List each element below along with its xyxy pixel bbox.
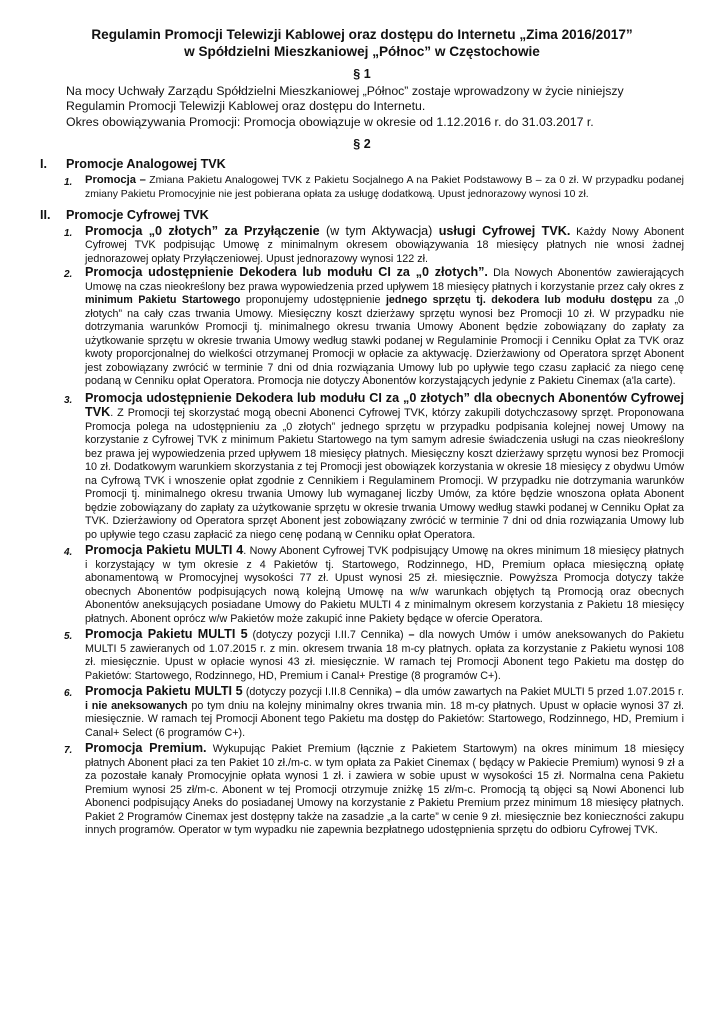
item-lead: Promocja –	[85, 174, 146, 187]
group-heading-analog	[40, 156, 684, 172]
list-item	[64, 392, 684, 543]
group-heading-digital	[40, 207, 684, 223]
item-bold: minimum Pakietu Startowego	[85, 294, 241, 307]
list-item	[64, 628, 684, 683]
item-bold: i nie aneksowanych	[85, 699, 188, 712]
group-title: Promocje Cyfrowej TVK	[66, 207, 209, 222]
item-text: Dla Nowych Abonentów zawierających Umowę na czas nieokreślony bez prawa wypowiedzenia przed upływem 18 miesięcy płatnych i korzystanie przez cały okres z	[85, 267, 684, 293]
item-number: 7.	[64, 745, 73, 757]
item-body	[85, 685, 684, 740]
list-item	[64, 742, 684, 838]
group-title: Promocje Analogowej TVK	[66, 157, 226, 172]
item-mid: (w tym Aktywacja)	[319, 223, 439, 238]
list-item	[64, 685, 684, 740]
item-text: za „0 złotych” na cały czas trwania Umowy. Miesięczny koszt dzierżawy sprzętu wynosi bez Promocji 10 zł. W przypadku nie dotrzymania warunków Promocji tj. minimalnego okresu trwania Umowy Abonent będzie zobowiązany do zapłaty za użytkowanie sprzętu w okresie trwania Umowy według stawki podanej w Regulaminie Promocji i Cenniku Opłat za TVK oraz kwoty proporcjonalnej do wielkości otrzymanej Promocji w opłacie za aktywację. Dzierżawiony od Operatora sprzęt Abonent jest zobowiązany zwrócić w terminie 7 dni od dnia rozwiązania Umowy lub po upływie tego czasu zapłacić za niego cenę podaną w Cenniku opłat Operatora. Promocja nie dotyczy Abonentów korzystających jedynie z Pakietu Cinemax (a'la carte).	[85, 294, 685, 388]
title-line-1: Regulamin Promocji Telewizji Kablowej oraz dostępu do Internetu „Zima 2016/2017”	[91, 27, 633, 42]
item-number: 5.	[64, 631, 73, 643]
item-number: 1.	[64, 227, 73, 239]
group-numeral: II.	[40, 207, 51, 222]
section-1-period: Okres obowiązywania Promocji: Promocja obowiązuje w okresie od 1.12.2016 r. do 31.03.2017 r.	[66, 114, 594, 129]
list-item	[64, 174, 684, 201]
list-item	[64, 266, 684, 389]
item-body	[85, 225, 684, 267]
item-lead: Promocja Pakietu MULTI 4	[85, 543, 244, 558]
item-lead: Promocja udostępnienie Dekodera lub modułu CI za „0 złotych”.	[85, 265, 488, 280]
list-item	[64, 225, 684, 267]
item-dash: –	[395, 686, 402, 699]
item-dash: –	[408, 629, 415, 642]
list-item	[64, 544, 684, 626]
document-title	[40, 26, 684, 60]
item-lead: Promocja Pakietu MULTI 5	[85, 684, 243, 699]
item-lead: Promocja „0 złotych” za Przyłączenie	[85, 223, 320, 238]
item-bold: jednego sprzętu tj. dekodera lub modułu dostępu	[385, 294, 653, 307]
section-1-mark: § 1	[353, 67, 371, 81]
item-lead: Promocja Premium.	[85, 741, 207, 756]
section-2-mark: § 2	[353, 137, 371, 152]
item-number: 4.	[64, 547, 73, 559]
group-numeral: I.	[40, 157, 47, 172]
item-lead: Promocja Pakietu MULTI 5	[85, 627, 248, 642]
item-text: dla umów zawartych na Pakiet MULTI 5 przed 1.07.2015 r.	[401, 686, 685, 699]
item-body	[85, 392, 684, 543]
item-body	[85, 742, 684, 838]
item-body	[85, 174, 684, 201]
item-mid: (dotyczy pozycji I.II.8 Cennika)	[242, 686, 396, 699]
item-number: 2.	[64, 269, 73, 281]
item-body	[85, 266, 684, 389]
item-lead: Promocja udostępnienie Dekodera lub modułu CI za „0 złotych” dla obecnych Abonentów Cyfrowej TVK	[85, 390, 684, 420]
item-text: Każdy Nowy Abonent Cyfrowej TVK podpisując Umowę z minimalnym okresem obowiązywania 18 miesięcy płatnych nie wnosi żadnej jednorazowej opłaty Przyłączeniowej. Upust jednorazowy wynosi 122 zł.	[85, 225, 684, 265]
item-lead-2: usługi Cyfrowej TVK.	[438, 223, 571, 238]
item-body	[85, 628, 684, 683]
item-number: 1.	[64, 177, 73, 189]
item-text: dla nowych Umów i umów aneksowanych do Pakietu MULTI 5 zawieranych od 1.07.2015 r. z min. okresem trwania 18 m-cy płatnych. opłata za korzystanie z Pakietu wynosi 108 zł. miesięcznie. Upust w opłacie wynosi 43 zł. miesięcznie. W ramach tej Promocji Abonent tego Pakietu ma dostęp do Pakietów: Startowego, Rodzinnego, HD, Premium i Canal+ Prestige (8 programów C+).	[85, 629, 685, 682]
section-1-paragraph: Na mocy Uchwały Zarządu Spółdzielni Mieszkaniowej „Północ” zostaje wprowadzony w życie niniejszy Regulamin Promocji Telewizji Kablowej oraz dostępu do Internetu.	[66, 84, 624, 114]
item-mid: (dotyczy pozycji I.II.7 Cennika)	[247, 629, 409, 642]
item-text: proponujemy udostępnienie	[240, 294, 386, 307]
item-body	[85, 544, 684, 626]
item-text: . Nowy Abonent Cyfrowej TVK podpisujący Umowę na okres minimum 18 miesięcy płatnych i korzystający w tym okresie z 4 Pakietów tj. Startowego, Rodzinnego, HD, Premium opłaca miesięczną opłatę abonamentową w Promocyjnej wysokości 77 zł. Upust wynosi 25 zł. miesięcznie. Powyższa Promocja dotyczy także obecnych Abonentów podpisujących nową kolejną Umowę na w/w warunkach objętych tą Promocją oraz obecnych Abonentów aneksujących posiadane Umowy do Pakietu MULTI 4 z minimalnym okresem korzystania z Pakietu 18 miesięcy płatnych. Abonent oprócz w/w Pakietów może zakupić inne Pakiety będące w ofercie Operatora.	[85, 545, 684, 625]
item-text: Wykupując Pakiet Premium (łącznie z Pakietem Startowym) na okres minimum 18 miesięcy płatnych Abonent płaci za ten Pakiet 10 zł./m-c. w tym opłata za Pakiet Cinemax ( będący w Pakiecie Premium) wynosi 9 zł a za pozostałe kanały Promocyjnie opłata wynosi 1 zł. i zawiera w sobie upust w wysokości 15 zł. Normalna cena Pakietu Premium wynosi 25 zł/m-c. Abonent w tej Promocji otrzymuje zniżkę 15 zł/m-c. Promocją tą objęci są Nowi Abonenci lub Abonenci podpisujący Aneks do posiadanej Umowy na korzystanie z Pakietu Premium przez minimum 18 miesięcy płatnych. Pakiet 2 Programów Cinemax jest dostępny także na zasadzie „a la carte” w cenie 9 zł. miesięcznie bez konieczności zakupu innych programów. Operator w tym wypadku nie zapewnia bezpłatnego udostępnienia sprzętu do odbioru Cyfrowej TVK.	[85, 743, 684, 837]
item-number: 3.	[64, 394, 73, 406]
title-line-2: w Spółdzielni Mieszkaniowej „Północ” w Częstochowie	[184, 44, 540, 59]
item-text: Zmiana Pakietu Analogowej TVK z Pakietu Socjalnego A na Pakiet Podstawowy B – za 0 zł. W przypadku podanej zmiany Pakietu Promocyjnie nie jest pobierana opłata za usługę dodatkową. Upust jednorazowy wynosi 10 zł.	[85, 175, 684, 200]
section-1-text	[40, 84, 684, 130]
item-text: po tym dniu na kolejny minimalny okres trwania min. 18 m-cy płatnych. Upust w opłacie wynosi 37 zł. miesięcznie. W ramach tej Promocji Abonent tego Pakietu ma dostęp do Pakietów: Startowego, Rodzinnego, HD, Premium i Canal+ Select (6 programów C+).	[85, 699, 684, 739]
item-number: 6.	[64, 688, 73, 700]
item-text: . Z Promocji tej skorzystać mogą obecni Abonenci Cyfrowej TVK, którzy zakupili dotychczasowy sprzęt. Proponowana Promocja polega na udostępnieniu za „0 złotych” jednego sprzętu w przypadku podpisania kolejnej nowej Umowy na korzystanie z Cyfrowej TVK z minimum Pakietu Startowego na tym samym adresie świadczenia usługi na czas nieokreślony bez prawa jej wypowiedzenia przed upływem 18 miesięcy płatnych. Miesięczny koszt dzierżawy sprzętu wynosi bez Promocji 10 zł. Dodatkowym warunkiem skorzystania z tej Promocji jest obowiązek korzystania w okresie 18 miesięcy z obydwu Umów na Cyfrową TVK i wnoszenie opłat zgodnie z Cennikiem i Regulaminem Promocji. W przypadku nie dotrzymania warunków Promocji tj. minimalnego okresu trwania Umowy lub wymaganej liczby Umów, za które będzie wnoszona opłata Abonent będzie zobowiązany do zapłaty za użytkowanie sprzętu w okresie trwania Umowy według stawki podanej w Cenniku Opłat za TVK. Dzierżawiony od Operatora sprzęt Abonent jest zobowiązany zwrócić w terminie 7 dni od dnia rozwiązania Umowy lub po upływie tego czasu zapłacić za niego cenę podaną w Cenniku opłat Operatora.	[85, 407, 684, 541]
